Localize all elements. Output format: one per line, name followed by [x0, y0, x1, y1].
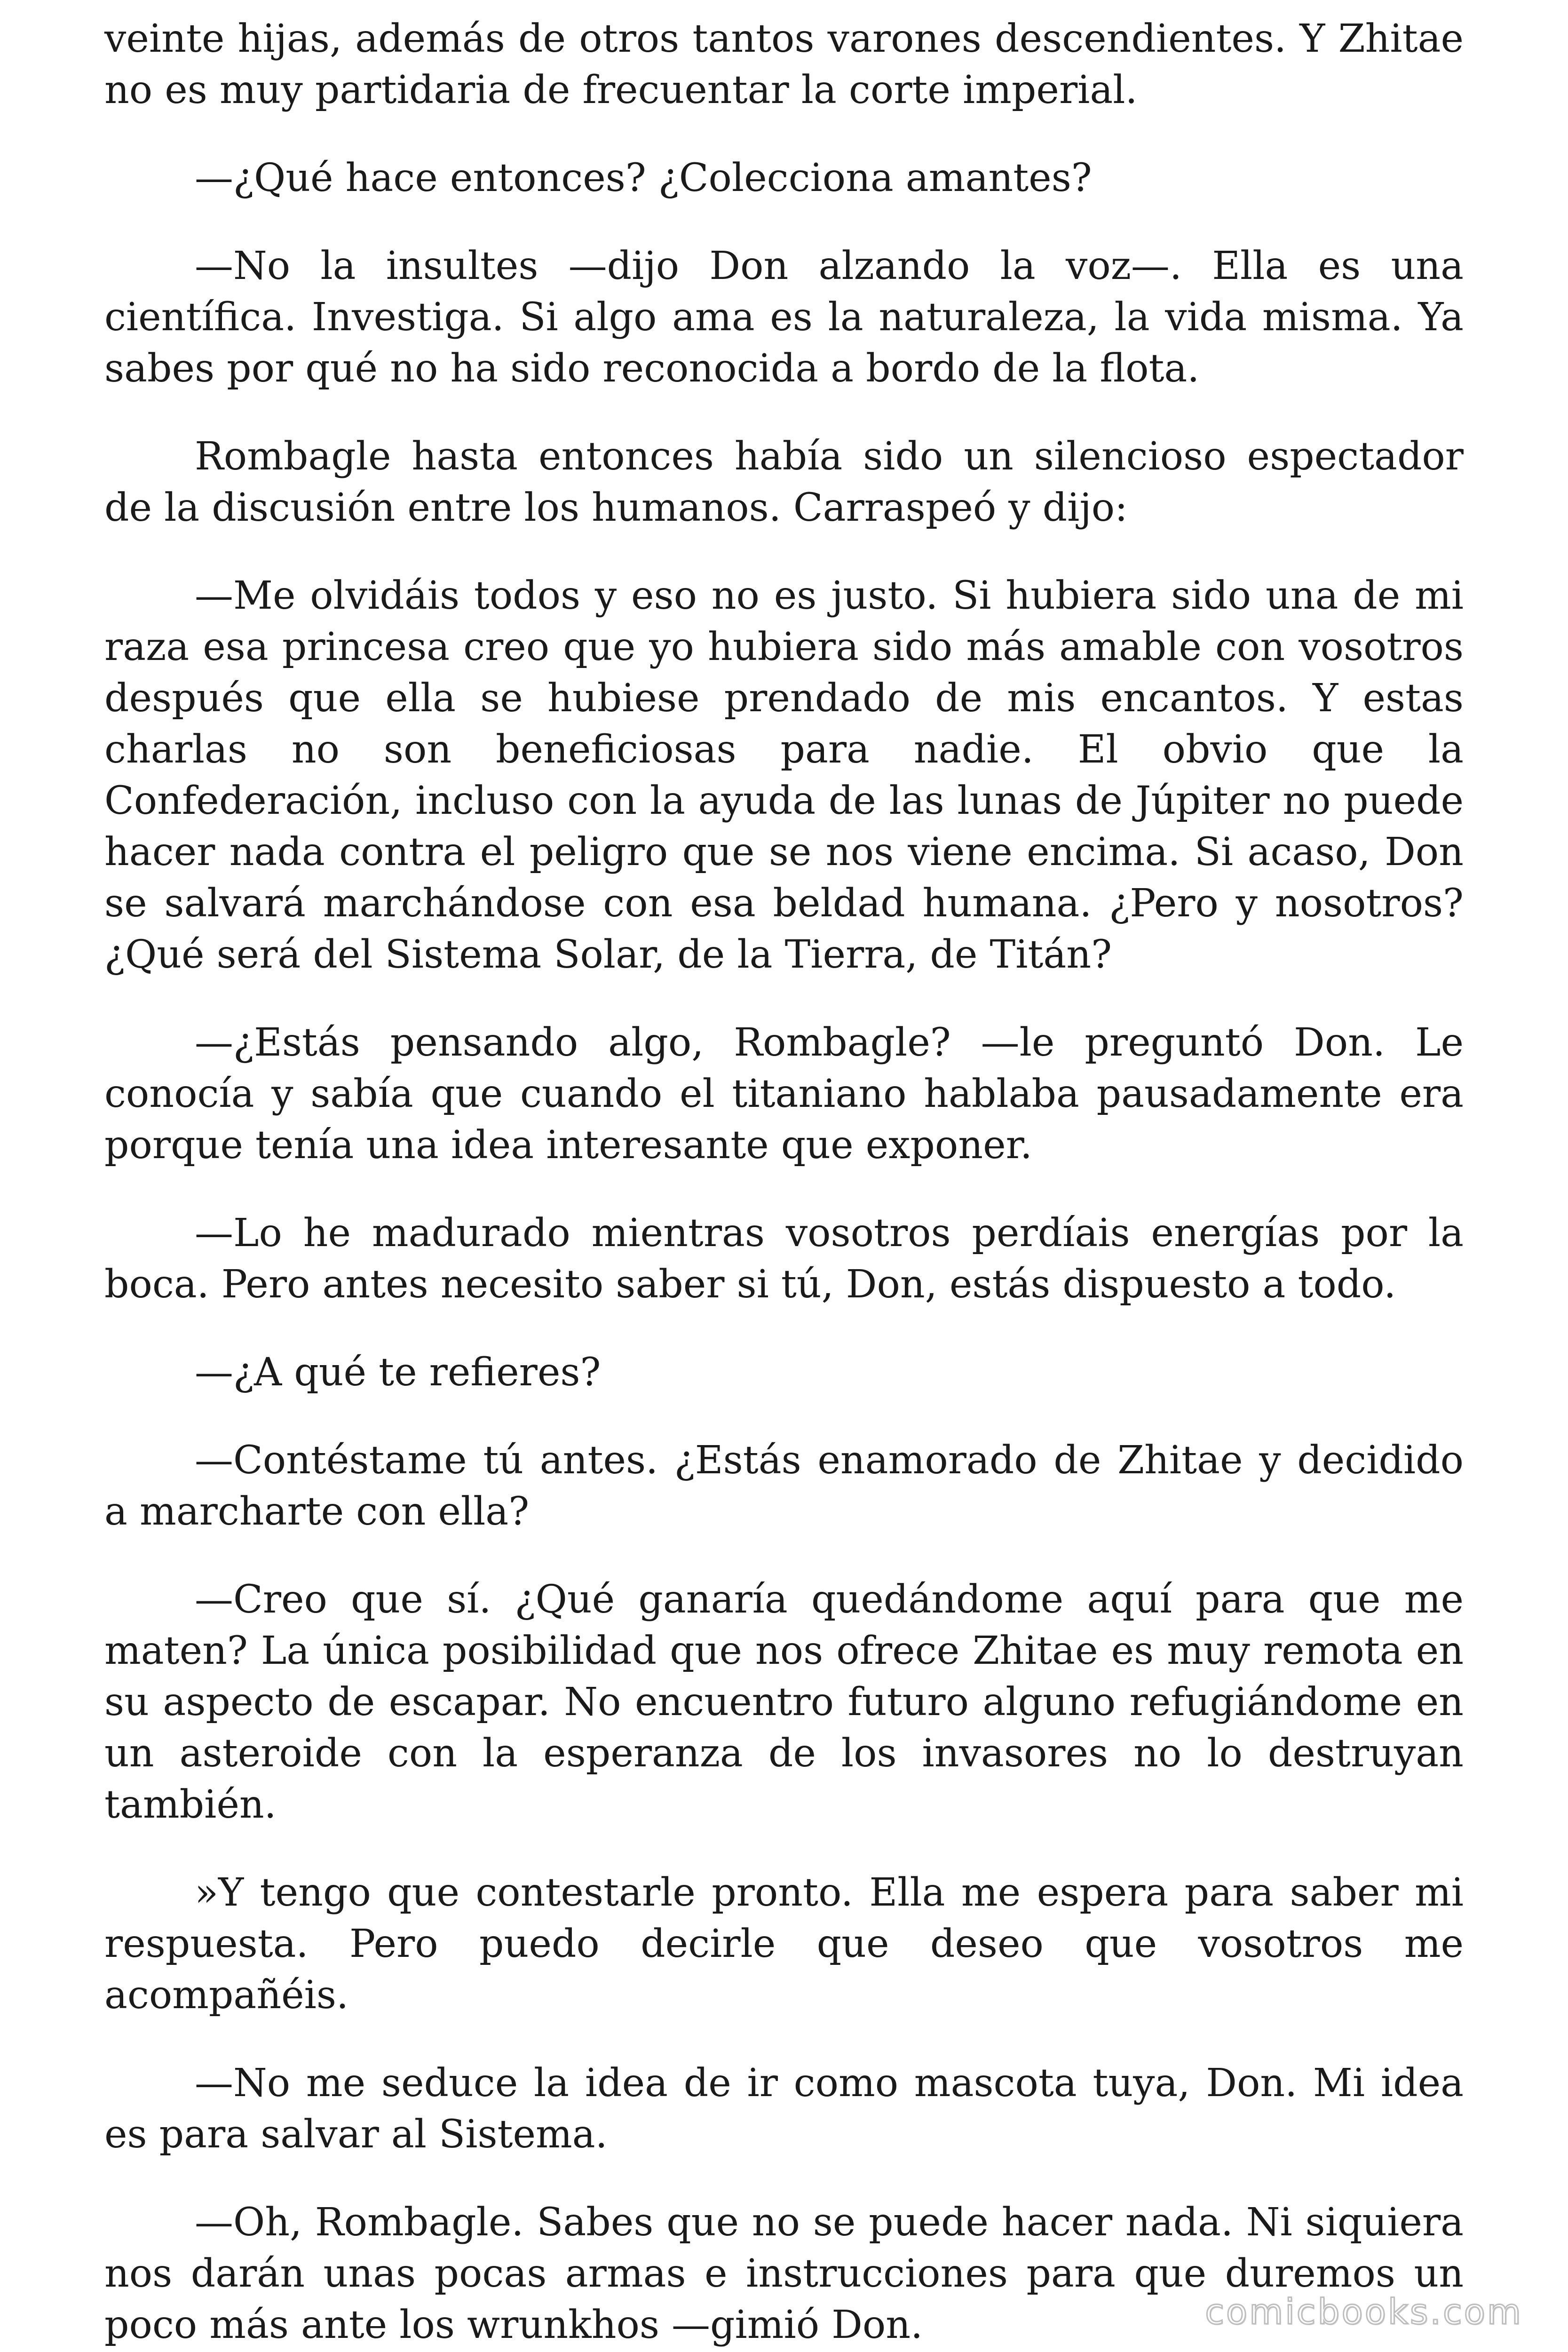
body-text — [104, 13, 1464, 2352]
paragraph: Rombagle hasta entonces había sido un silencioso espectador de la discusión entre los humanos. Carraspeó y dijo: — [104, 434, 1464, 530]
paragraph: —No me seduce la idea de ir como mascota tuya, Don. Mi idea es para salvar al Sistema. — [104, 2061, 1464, 2157]
paragraph: —Oh, Rombagle. Sabes que no se puede hacer nada. Ni siquiera nos darán unas pocas armas e instrucciones para que duremos un poco más ante los wrunkhos —gimió Don. — [104, 2200, 1464, 2347]
paragraph: —Contéstame tú antes. ¿Estás enamorado de Zhitae y decidido a marcharte con ella? — [104, 1438, 1464, 1534]
watermark: comicbooks.com — [1205, 2292, 1523, 2332]
paragraph: —¿A qué te refieres? — [195, 1350, 601, 1395]
paragraph: —Me olvidáis todos y eso no es justo. Si hubiera sido una de mi raza esa princesa creo que yo hubiera sido más amable con vosotros después que ella se hubiese prendado de mis encantos. Y estas charlas no son beneficiosas para nadie. El obvio que la Confederación, incluso con la ayuda de las lunas de Júpiter no puede hacer nada contra el peligro que se nos viene encima. Si acaso, Don se salvará marchándose con esa beldad humana. ¿Pero y nosotros? ¿Qué será del Sistema Solar, de la Tierra, de Titán? — [104, 573, 1464, 977]
paragraph: veinte hijas, además de otros tantos varones descendientes. Y Zhitae no es muy partidaria de frecuentar la corte imperial. — [104, 16, 1464, 112]
paragraph: —Lo he madurado mientras vosotros perdíais energías por la boca. Pero antes necesito saber si tú, Don, estás dispuesto a todo. — [104, 1211, 1464, 1307]
paragraph: —¿Qué hace entonces? ¿Colecciona amantes? — [195, 156, 1092, 200]
paragraph: »Y tengo que contestarle pronto. Ella me espera para saber mi respuesta. Pero puedo decirle que deseo que vosotros me acompañéis. — [104, 1870, 1464, 2018]
paragraph: —Creo que sí. ¿Qué ganaría quedándome aquí para que me maten? La única posibilidad que nos ofrece Zhitae es muy remota en su aspecto de escapar. No encuentro futuro alguno refugiándome en un asteroide con la esperanza de los invasores no lo destruyan también. — [104, 1577, 1464, 1827]
paragraph: —¿Estás pensando algo, Rombagle? —le preguntó Don. Le conocía y sabía que cuando el titaniano hablaba pausadamente era porque tenía una idea interesante que exponer. — [104, 1020, 1464, 1168]
paragraph: —No la insultes —dijo Don alzando la voz—. Ella es una científica. Investiga. Si algo ama es la naturaleza, la vida misma. Ya sabes por qué no ha sido reconocida a bordo de la flota. — [104, 244, 1464, 391]
